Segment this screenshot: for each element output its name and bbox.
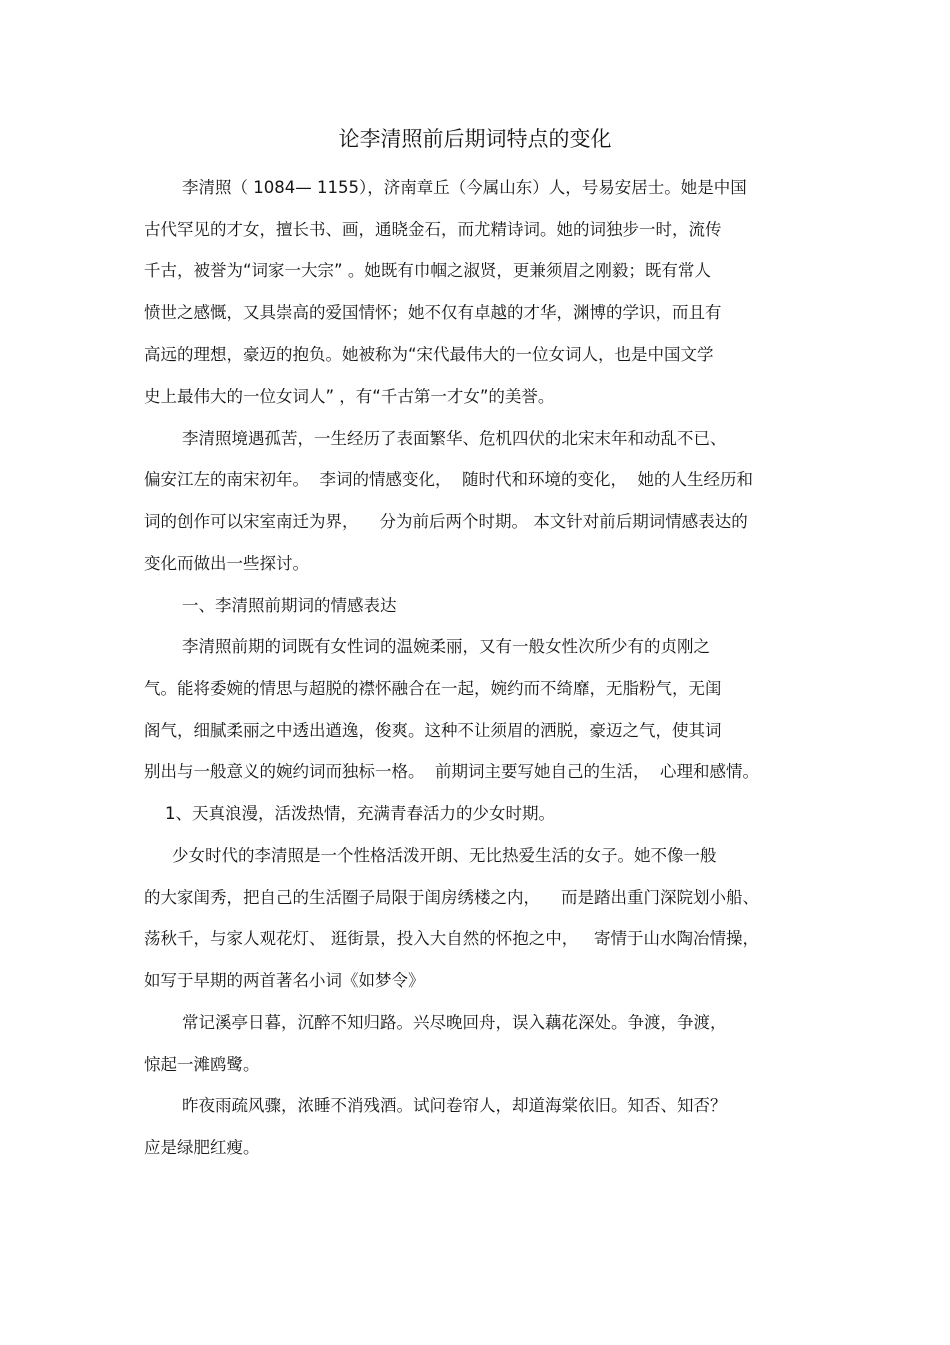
document-title: 论李清照前后期词特点的变化 — [338, 127, 612, 151]
text-line: 愤世之感慨，又具崇高的爱国情怀；她不仅有卓越的才华，渊博的学识，而且有 — [144, 303, 722, 322]
text-line: 李清照前期的词既有女性词的温婉柔丽，又有一般女性次所少有的贞刚之 — [182, 637, 710, 656]
text-line: 偏安江左的南宋初年。 李词的情感变化， 随时代和环境的变化， 她的人生经历和 — [144, 470, 753, 489]
text-line: 词的创作可以宋室南迁为界， 分为前后两个时期。 本文针对前后期词情感表达的 — [144, 512, 748, 531]
poem-line: 应是绿肥红瘦。 — [144, 1138, 260, 1157]
poem-line: 惊起一滩鸥鹭。 — [144, 1055, 260, 1074]
text-line: 少女时代的李清照是一个性格活泼开朗、无比热爱生活的女子。她不像一般 — [172, 846, 717, 865]
poem-line: 昨夜雨疏风骤，浓睡不消残酒。试问卷帘人，却道海棠依旧。知否、知否？ — [182, 1096, 727, 1115]
text-line: 古代罕见的才女，擅长书、画，通晓金石，而尤精诗词。她的词独步一时，流传 — [144, 220, 722, 239]
text-line: 别出与一般意义的婉约词而独标一格。 前期词主要写她自己的生活， 心理和感情。 — [144, 762, 759, 781]
section-heading: 一、李清照前期词的情感表达 — [182, 596, 397, 615]
text-line: 的大家闺秀，把自己的生活圈子局限于闺房绣楼之内， 而是踏出重门深院划小船、 — [144, 888, 759, 907]
text-line: 变化而做出一些探讨。 — [144, 554, 309, 573]
text-line: 荡秋千，与家人观花灯、 逛街景，投入大自然的怀抱之中， 寄情于山水陶冶情操， — [144, 929, 759, 948]
text-line: 史上最伟大的一位女词人” ，有“千古第一才女”的美誉。 — [144, 387, 555, 406]
text-line: 阁气，细腻柔丽之中透出遒逸，俊爽。这种不让须眉的洒脱，豪迈之气，使其词 — [144, 721, 722, 740]
text-line: 高远的理想，豪迈的抱负。她被称为“宋代最伟大的一位女词人，也是中国文学 — [144, 345, 714, 364]
poem-line: 常记溪亭日暮，沉醉不知归路。兴尽晚回舟，误入藕花深处。争渡，争渡， — [182, 1013, 727, 1032]
text-line: 千古，被誉为“词家一大宗” 。她既有巾帼之淑贤，更兼须眉之刚毅；既有常人 — [144, 261, 711, 280]
text-line: 气。能将委婉的情思与超脱的襟怀融合在一起，婉约而不绮靡，无脂粉气，无闺 — [144, 679, 722, 698]
text-line: 李清照境遇孤苦，一生经历了表面繁华、危机四伏的北宋末年和动乱不已、 — [182, 429, 727, 448]
subsection-heading: 1、天真浪漫，活泼热情，充满青春活力的少女时期。 — [165, 804, 555, 823]
text-line: 李清照（ 1084— 1155），济南章丘（今属山东）人，号易安居士。她是中国 — [182, 178, 747, 197]
text-line: 如写于早期的两首著名小词《如梦令》 — [144, 971, 425, 990]
